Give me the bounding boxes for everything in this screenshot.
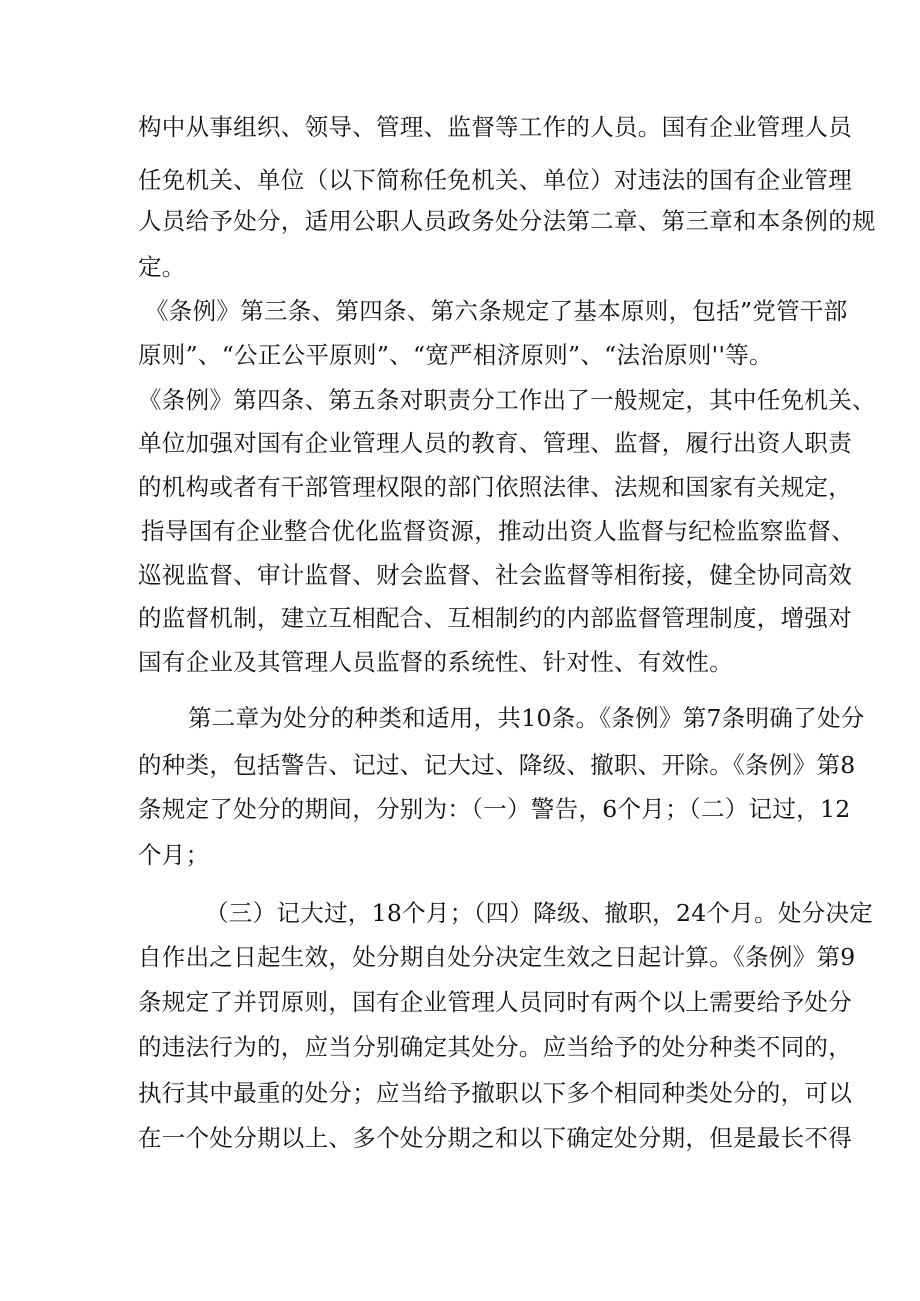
text-line: 的种类，包括警告、记过、记大过、降级、撤职、开除。《条例》第8 — [138, 751, 856, 779]
text-line: 的违法行为的，应当分别确定其处分。应当给予的处分种类不同的， — [138, 1033, 852, 1061]
text-line: 的机构或者有干部管理权限的部门依照法律、法规和国家有关规定， — [138, 473, 852, 501]
text-line: （三）记大过，18个月；（四）降级、撤职，24个月。处分决定 — [205, 899, 874, 927]
text-line: 《条例》第四条、第五条对职责分工作出了一般规定，其中任免机关、 — [138, 386, 876, 414]
text-line: 在一个处分期以上、多个处分期之和以下确定处分期，但是最长不得 — [138, 1124, 852, 1152]
text-line: 自作出之日起生效，处分期自处分决定生效之日起计算。《条例》第9 — [138, 943, 856, 971]
text-line: 任免机关、单位（以下简称任免机关、单位）对违法的国有企业管理 — [138, 166, 852, 194]
text-line: 第二章为处分的种类和适用，共10条。《条例》第7条明确了处分 — [188, 704, 865, 732]
text-line: 原则”、“公正公平原则”、“宽严相济原则”、“法治原则''等。 — [138, 341, 773, 369]
text-line: 条规定了并罚原则，国有企业管理人员同时有两个以上需要给予处分 — [138, 988, 852, 1016]
text-line: 单位加强对国有企业管理人员的教育、管理、监督，履行出资人职责 — [138, 429, 852, 457]
text-line: 执行其中最重的处分；应当给予撤职以下多个相同种类处分的，可以 — [138, 1079, 852, 1107]
text-line: 人员给予处分，适用公职人员政务处分法第二章、第三章和本条例的规 — [138, 207, 876, 235]
text-line: 条规定了处分的期间，分别为：（一）警告，6个月；（二）记过，12 — [138, 795, 851, 823]
text-line: 国有企业及其管理人员监督的系统性、针对性、有效性。 — [138, 648, 733, 676]
text-line: 《条例》第三条、第四条、第六条规定了基本原则，包括”党管干部 — [145, 297, 848, 325]
text-line: 定。 — [138, 253, 186, 281]
text-line: 的监督机制，建立互相配合、互相制约的内部监督管理制度，增强对 — [138, 604, 852, 632]
text-line: 个月； — [138, 841, 210, 869]
text-line: 构中从事组织、领导、管理、监督等工作的人员。国有企业管理人员 — [138, 113, 852, 141]
text-line: 巡视监督、审计监督、财会监督、社会监督等相衔接，健全协同高效 — [138, 561, 852, 589]
text-line: 指导国有企业整合优化监督资源，推动出资人监督与纪检监察监督、 — [141, 517, 855, 545]
